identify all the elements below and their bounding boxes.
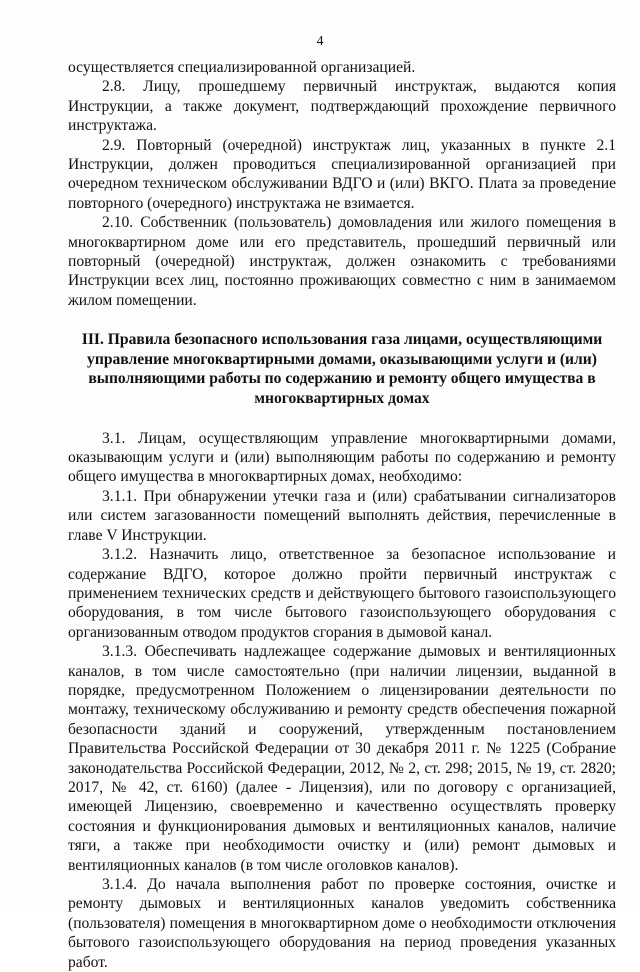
- paragraph-3-1-1: 3.1.1. При обнаружении утечки газа и (или) срабатывании сигнализаторов или систем загазованности помещений выполнять действия, перечисленные в главе V Инструкции.: [68, 487, 616, 544]
- paragraph-2-9: 2.9. Повторный (очередной) инструктаж лиц, указанных в пункте 2.1 Инструкции, должен проводиться специализированной организацией при очередном техническом обслуживании ВДГО и (или) ВКГО. Плата за проведение повторного (очередного) инструктажа не взимается.: [68, 136, 616, 212]
- spacer: [68, 409, 616, 429]
- paragraph-3-1-2: 3.1.2. Назначить лицо, ответственное за безопасное использование и содержание ВДГО, которое должно пройти первичный инструктаж с применением технических средств и действующего бытового газоиспользующего оборудования, в том числе бытового газоиспользующего оборудования с организованным отводом продуктов сгорания в дымовой канал.: [68, 546, 616, 641]
- paragraph-3-1-4: 3.1.4. До начала выполнения работ по проверке состояния, очистке и ремонту дымовых и вентиляционных каналов уведомить собственника (пользователя) помещения в многоквартирном доме о необходимости отключения бытового газоиспользующего оборудования на период проведения указанных работ.: [68, 876, 616, 971]
- paragraph-2-10: 2.10. Собственник (пользователь) домовладения или жилого помещения в многоквартирном доме или его представитель, прошедший первичный или повторный (очередной) инструктаж, должен ознакомить с требованиями Инструкции всех лиц, постоянно проживающих совместно с ним в занимаемом жилом помещении.: [68, 214, 616, 309]
- page-number: 4: [316, 34, 324, 49]
- paragraph-2-8: 2.8. Лицу, прошедшему первичный инструктаж, выдаются копия Инструкции, а также документ, подтверждающий прохождение первичного инструктажа.: [68, 78, 616, 135]
- section-heading: III. Правила безопасного использования газа лицами, осуществляющими управление многоквартирными домами, оказывающими услуги и (или) выполняющими работы по содержанию и ремонту общего имущества в многоквартирных домах: [81, 331, 603, 408]
- paragraph-continuation: осуществляется специализированной организацией.: [68, 59, 416, 76]
- spacer: [68, 310, 616, 330]
- paragraph-3-1: 3.1. Лицам, осуществляющим управление многоквартирными домами, оказывающим услуги и (или) выполняющим работы по содержанию и ремонту общего имущества в многоквартирных домах, необходимо:: [68, 429, 616, 486]
- paragraph-3-1-3: 3.1.3. Обеспечивать надлежащее содержание дымовых и вентиляционных каналов, в том числе самостоятельно (при наличии лицензии, выданной в порядке, предусмотренном Положением о лицензировании деятельности по монтажу, техническому обслуживанию и ремонту средств обеспечения пожарной безопасности зданий и сооружений, утвержденным постановлением Правительства Российской Федерации от 30 декабря 2011 г. № 1225 (Собрание законодательства Российской Федерации, 2012, № 2, ст. 298; 2015, № 19, ст. 2820; 2017, № 42, ст. 6160) (далее - Лицензия), или по договору с организацией, имеющей Лицензию, своевременно и качественно осуществлять проверку состояния и функционирования дымовых и вентиляционных каналов, наличие тяги, а также при необходимости очистку и (или) ремонт дымовых и вентиляционных каналов (в том числе оголовков каналов).: [68, 643, 616, 874]
- document-body: [68, 58, 616, 972]
